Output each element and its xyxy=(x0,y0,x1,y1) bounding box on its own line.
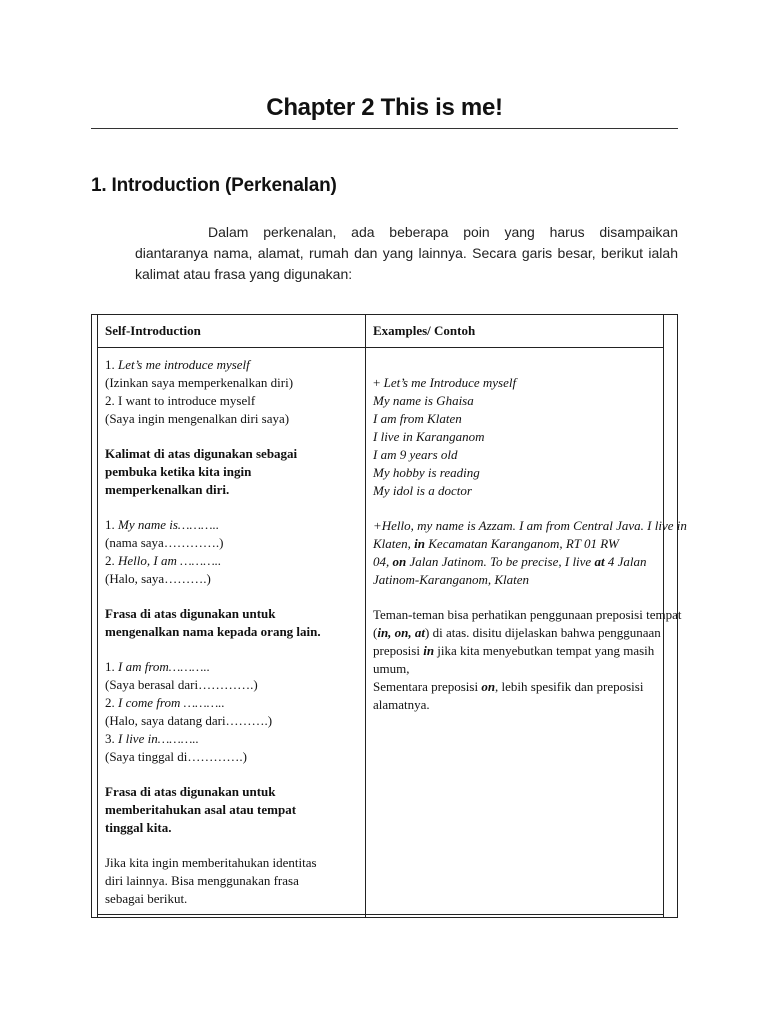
phrase-line xyxy=(105,552,360,570)
explanation-line xyxy=(373,624,738,642)
table-header-examples: Examples/ Contoh xyxy=(373,323,476,338)
intro-paragraph: Dalam perkenalan, ada beberapa poin yang harus disampaikan diantaranya nama, alamat, rumah dan yang lainnya. Secara garis besar, berikut ialah kalimat atau frasa yang digunakan: xyxy=(135,224,678,282)
translation-line: (Saya berasal dari………….) xyxy=(105,677,258,692)
phrase-number: 1. xyxy=(105,357,118,372)
example-text: 04, xyxy=(373,554,393,569)
paragraph-line: diri lainnya. Bisa menggunakan frasa xyxy=(105,873,299,888)
phrase-text: Hello, I am ……….. xyxy=(118,553,222,568)
example-text: 4 Jalan xyxy=(604,554,647,569)
explanation-text: , lebih spesifik dan preposisi xyxy=(495,679,644,694)
phrase-number: 3. xyxy=(105,731,118,746)
example-line: My idol is a doctor xyxy=(373,483,472,498)
phrase-number: 1. xyxy=(105,517,118,532)
translation-line: (Halo, saya datang dari……….) xyxy=(105,713,273,728)
phrase-text: My name is……….. xyxy=(118,517,220,532)
note-line: Frasa di atas digunakan untuk xyxy=(105,606,276,621)
explanation-line xyxy=(373,678,738,696)
note-line: Kalimat di atas digunakan sebagai xyxy=(105,446,298,461)
explanation-text: ) di atas. disitu dijelaskan bahwa penggunaan xyxy=(425,625,661,640)
phrase-text: I come from ……….. xyxy=(118,695,225,710)
chapter-title: Chapter 2 This is me! xyxy=(266,94,503,121)
explanation-text: jika kita menyebutkan tempat yang masih xyxy=(434,643,655,658)
example-line xyxy=(373,553,738,571)
explanation-preposition: in, on, at xyxy=(377,625,426,640)
table-header-rule xyxy=(97,347,663,348)
example-line: I am 9 years old xyxy=(373,447,458,462)
phrase-line xyxy=(105,730,360,748)
note-line: memperkenalkan diri. xyxy=(105,482,230,497)
explanation-line: umum, xyxy=(373,661,410,676)
paragraph-line: sebagai berikut. xyxy=(105,891,188,906)
explanation-text: ( xyxy=(373,625,378,640)
phrase-line: 2. I want to introduce myself xyxy=(105,393,256,408)
phrase-text: I am from……….. xyxy=(118,659,210,674)
phrase-number: 1. xyxy=(105,659,118,674)
translation-line: (nama saya………….) xyxy=(105,535,224,550)
section-heading: 1. Introduction (Perkenalan) xyxy=(91,175,337,196)
example-preposition: on xyxy=(392,554,407,569)
examples-cell xyxy=(373,374,738,714)
phrase-number: 2. xyxy=(105,553,118,568)
note-line: Frasa di atas digunakan untuk xyxy=(105,784,276,799)
explanation-line: Teman-teman bisa perhatikan penggunaan preposisi tempat xyxy=(373,607,682,622)
example-line: My hobby is reading xyxy=(373,465,480,480)
example-line xyxy=(373,535,738,553)
phrase-number: 2. xyxy=(105,695,118,710)
paragraph-line: Jika kita ingin memberitahukan identitas xyxy=(105,855,317,870)
phrase-line xyxy=(105,356,360,374)
phrase-line xyxy=(105,516,360,534)
example-plus: + xyxy=(373,375,384,390)
example-line xyxy=(373,374,738,392)
example-preposition: in xyxy=(414,536,426,551)
phrase-text: Let’s me introduce myself xyxy=(118,357,250,372)
note-line: pembuka ketika kita ingin xyxy=(105,464,252,479)
table-header-self-introduction: Self-Introduction xyxy=(105,323,201,338)
translation-line: (Izinkan saya memperkenalkan diri) xyxy=(105,375,294,390)
example-text: Jalan Jatinom. To be precise, I live xyxy=(406,554,595,569)
note-line: mengenalkan nama kepada orang lain. xyxy=(105,624,321,639)
translation-line: (Halo, saya……….) xyxy=(105,571,211,586)
example-line: I live in Karanganom xyxy=(373,429,485,444)
explanation-text: Sementara preposisi xyxy=(373,679,482,694)
example-preposition: at xyxy=(594,554,605,569)
note-line: tinggal kita. xyxy=(105,820,172,835)
title-underline xyxy=(91,128,678,129)
translation-line: (Saya ingin mengenalkan diri saya) xyxy=(105,411,290,426)
phrase-line xyxy=(105,694,360,712)
example-line: +Hello, my name is Azzam. I am from Central Java. I live in xyxy=(373,518,687,533)
example-text: Klaten, xyxy=(373,536,415,551)
example-line: I am from Klaten xyxy=(373,411,462,426)
table-inner-left-border xyxy=(97,314,98,918)
explanation-text: preposisi xyxy=(373,643,424,658)
example-text: Kecamatan Karanganom, RT 01 RW xyxy=(425,536,619,551)
explanation-line: alamatnya. xyxy=(373,697,430,712)
self-introduction-cell xyxy=(105,356,360,908)
phrase-text: I live in……….. xyxy=(118,731,199,746)
table-column-divider xyxy=(365,314,366,918)
example-line: My name is Ghaisa xyxy=(373,393,474,408)
note-line: memberitahukan asal atau tempat xyxy=(105,802,297,817)
explanation-line xyxy=(373,642,738,660)
translation-line: (Saya tinggal di………….) xyxy=(105,749,247,764)
table-bottom-rule xyxy=(97,914,663,915)
explanation-preposition: on xyxy=(481,679,496,694)
example-text: Let’s me Introduce myself xyxy=(383,375,517,390)
explanation-preposition: in xyxy=(423,643,435,658)
phrase-line xyxy=(105,658,360,676)
example-line: Jatinom-Karanganom, Klaten xyxy=(373,572,529,587)
